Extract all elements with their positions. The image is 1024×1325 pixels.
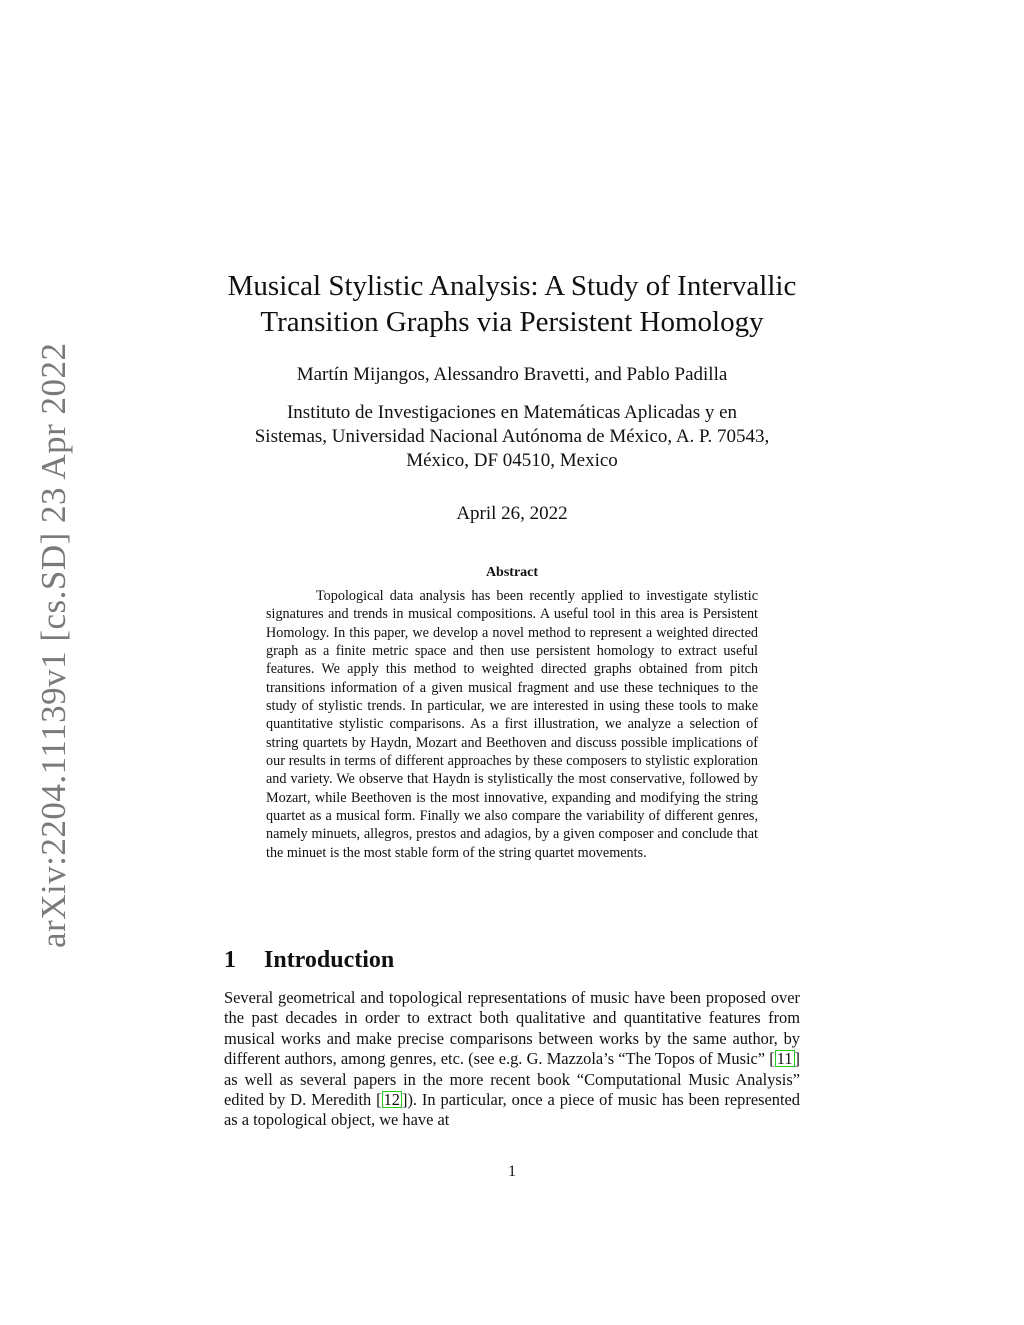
affiliation-line-1: Instituto de Investigaciones en Matemáticas Aplicadas y en — [286, 402, 738, 423]
arxiv-identifier: arXiv:2204.11139v1 [cs.SD] 23 Apr 2022 — [34, 342, 73, 948]
title-line-1: Musical Stylistic Analysis: A Study of Intervallic — [227, 270, 797, 302]
affiliation-line-3: México, DF 04510, Mexico — [406, 450, 618, 471]
authors: Martín Mijangos, Alessandro Bravetti, and Pablo Padilla — [296, 364, 728, 385]
intro-text-part-1: Several geometrical and topological representations of music have been proposed over the past decades in order to extract both qualitative and quantitative features from musical works and make precise comparisons between works by the same author, by different authors, among genres, etc. (see e.g. G. Mazzola’s “The Topos of Music” — [224, 988, 800, 1069]
citation-number: 12 — [383, 1090, 400, 1110]
section-heading-introduction — [224, 944, 824, 976]
citation-link-11[interactable]: [ 11 ] — [769, 1049, 800, 1069]
title-line-2: Transition Graphs via Persistent Homology — [260, 306, 764, 338]
intro-text-part-3: ). In particular, once a piece of music has been represented as a topological object, we have at — [224, 1090, 800, 1130]
section-number: 1 — [224, 947, 236, 973]
affiliation — [190, 401, 834, 473]
citation-link-12[interactable]: [ 12 ] — [376, 1090, 408, 1110]
abstract-text: Topological data analysis has been recently applied to investigate stylistic signatures and trends in musical compositions. A useful tool in this area is Persistent Homology. In this paper, we develop a novel method to represent a weighted directed graph as a finite metric space and then use persistent homology to extract useful features. We apply this method to weighted directed graphs obtained from pitch transitions information of a given musical fragment and use these techniques to the study of stylistic trends. In particular, we are interested in using these tools to make quantitative stylistic comparisons. As a first illustration, we analyze a selection of string quartets by Haydn, Mozart and Beethoven and discuss possible implications of our results in terms of different approaches by these composers to stylistic exploration and variety. We observe that Haydn is stylistically the most conservative, followed by Mozart, while Beethoven is the most innovative, expanding and modifying the string quartet as a musical form. Finally we also compare the variability of different genres, namely minuets, allegros, prestos and adagios, by a given composer and conclude that the minuet is the most stable form of the string quartet movements. — [266, 588, 758, 861]
publication-date: April 26, 2022 — [456, 503, 568, 524]
citation-number: 11 — [776, 1049, 793, 1069]
introduction-text — [224, 988, 800, 1131]
intro-text-part-2: as well as several papers in the more recent book “Computational Music Analysis” edited by D. Meredith — [224, 1069, 800, 1110]
affiliation-line-2: Sistemas, Universidad Nacional Autónoma de México, A. P. 70543, — [254, 426, 770, 447]
paper-title — [190, 268, 834, 340]
page-number: 1 — [508, 1163, 516, 1180]
section-title: Introduction — [264, 947, 395, 973]
abstract-heading: Abstract — [485, 565, 539, 580]
